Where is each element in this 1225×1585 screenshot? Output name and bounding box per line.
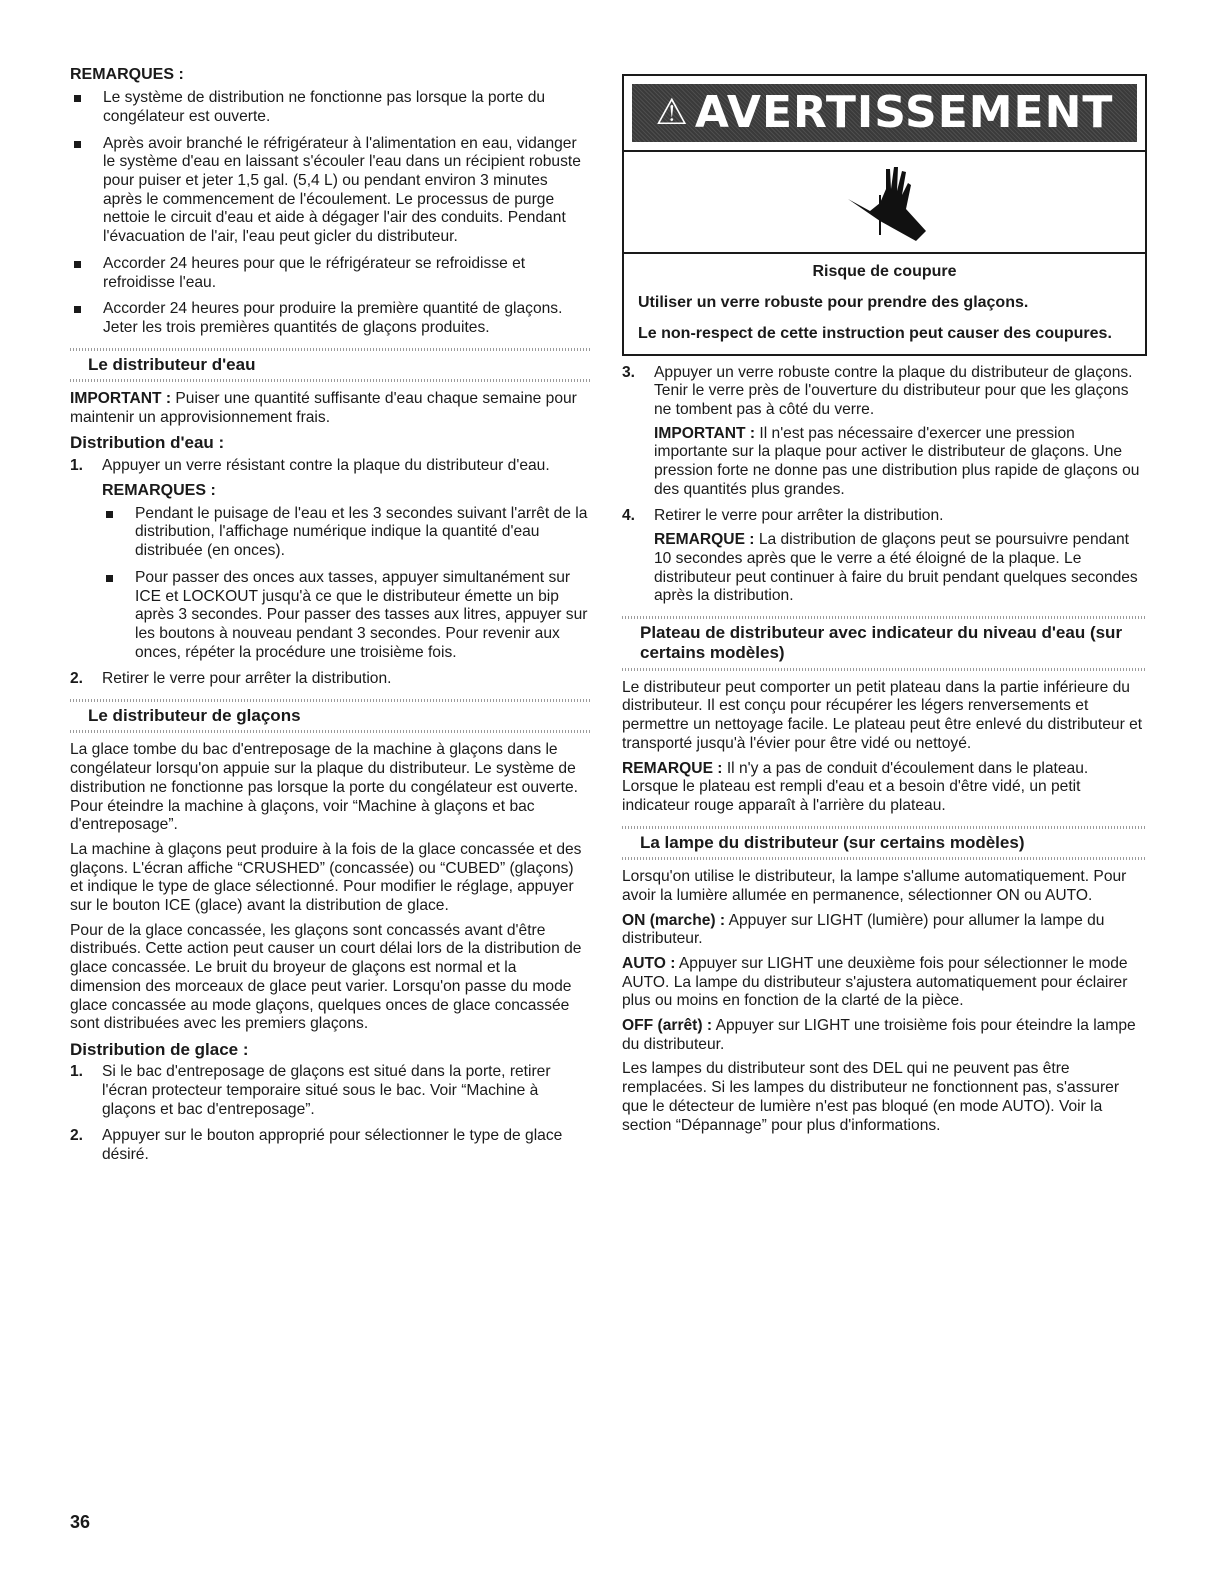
- ice-step-2: [70, 1127, 590, 1164]
- warning-triangle-icon: ⚠: [655, 92, 689, 134]
- ice-paragraph: La glace tombe du bac d'entreposage de la machine à glaçons dans le congélateur lorsqu'on appuie sur la plaque du distributeur. Le système de distribution ne fonctionne pas lorsque la porte du congélateur est ouverte. Pour éteindre la machine à glaçons, voir “Machine à glaçons et bac d'entreposage”.: [70, 741, 578, 834]
- note-item: Après avoir branché le réfrigérateur à l'alimentation en eau, vidanger le système d'eau en laissant s'écouler l'eau dans un récipient robuste pour puiser et jeter 1,5 gal. (5,4 L) ou pendant environ 3 minutes après le commencement de l'écoulement. Le processus de purge nettoie le circuit d'eau et aide à dégager l'air des conduits. Pendant l'évacuation de l'air, l'eau peut gicler du distributeur.: [70, 135, 590, 247]
- auto-label: AUTO :: [622, 954, 676, 972]
- note-label: REMARQUE :: [622, 759, 723, 777]
- notes-list: [70, 89, 590, 337]
- important-text: Il n'est pas nécessaire d'exercer une pression importante sur la plaque pour activer le distributeur de glaçons. Une pression forte ne donne pas une distribution plus rapide de glaçons ou des quantités plus grandes.: [654, 424, 1140, 498]
- off-label: OFF (arrêt) :: [622, 1017, 713, 1035]
- left-column: [70, 65, 590, 1173]
- tray-paragraph: Le distributeur peut comporter un petit plateau dans la partie inférieure du distributeur. Il est conçu pour récupérer les légers renversements et permettre un nettoyage facile. Le plateau peut être enlevé du distributeur et transporté jusqu'à l'évier pour être vidé ou nettoyé.: [622, 678, 1143, 752]
- step-text: Appuyer un verre résistant contre la plaque du distributeur d'eau.: [102, 456, 550, 474]
- off-text: Appuyer sur LIGHT une troisième fois pour éteindre la lampe du distributeur.: [622, 1017, 1136, 1053]
- water-dispensing-heading: Distribution d'eau :: [70, 433, 225, 453]
- tray-heading: Plateau de distributeur avec indicateur du niveau d'eau (sur certains modèles): [622, 616, 1147, 671]
- step4-note: [654, 531, 1147, 606]
- ice-step-3: [622, 364, 1147, 500]
- warning-box: [622, 74, 1147, 356]
- step-notes-heading: REMARQUES :: [102, 481, 216, 499]
- warning-line: Le non-respect de cette instruction peut causer des coupures.: [638, 325, 1112, 343]
- warning-text: [624, 254, 1145, 354]
- lamp-closing: Les lampes du distributeur sont des DEL qui ne peuvent pas être remplacées. Si les lampes du distributeur ne fonctionnent pas, s'assurer que le détecteur de lumière n'est pas bloqué (en mode AUTO). Voir la section “Dépannage” pour plus d'informations.: [622, 1060, 1120, 1134]
- tray-note: [622, 760, 1147, 816]
- step-text: Appuyer un verre robuste contre la plaque du distributeur de glaçons. Tenir le verre près de l'ouverture du distributeur pour que les glaçons ne tombent pas à côté du verre.: [654, 363, 1133, 418]
- auto-text: Appuyer sur LIGHT une deuxième fois pour sélectionner le mode AUTO. La lampe du distributeur s'ajustera automatiquement pour éclairer plus ou moins en fonction de la clarté de la pièce.: [622, 954, 1128, 1010]
- step-text: Retirer le verre pour arrêter la distribution.: [654, 507, 944, 525]
- water-step-2: [70, 670, 590, 689]
- lamp-auto: [622, 955, 1147, 1011]
- ice-steps: [70, 1063, 590, 1165]
- step-note-item: Pendant le puisage de l'eau et les 3 secondes suivant l'arrêt de la distribution, l'affichage numérique indique la quantité d'eau distribuée (en onces).: [102, 505, 590, 561]
- step-note-item: Pour passer des onces aux tasses, appuyer simultanément sur ICE et LOCKOUT jusqu'à ce que le distributeur émette un bip après 3 secondes. Pour passer des tasses aux litres, appuyer sur les boutons à nouveau pendant 3 secondes. Pour revenir aux onces, répéter la procédure une troisième fois.: [102, 569, 590, 663]
- step-text: Si le bac d'entreposage de glaçons est situé dans la porte, retirer l'écran protecteur temporaire situé sous le bac. Voir “Machine à glaçons et bac d'entreposage”.: [102, 1063, 551, 1118]
- lamp-heading: La lampe du distributeur (sur certains modèles): [622, 826, 1147, 860]
- right-column: [622, 74, 1147, 1141]
- warning-risk-title: Risque de coupure: [812, 263, 957, 280]
- ice-paragraph: La machine à glaçons peut produire à la fois de la glace concassée et des glaçons. L'écran affiche “CRUSHED” (concassée) ou “CUBED” (glaçons) et indique le type de glace sélectionné. Pour modifier le réglage, appuyer sur le bouton ICE (glace) avant la distribution de glace.: [70, 840, 582, 915]
- ice-dispenser-heading: Le distributeur de glaçons: [70, 699, 590, 733]
- page-number: 36: [70, 1512, 91, 1532]
- water-dispenser-heading: Le distributeur d'eau: [70, 348, 590, 382]
- ice-step-4: [622, 507, 1147, 606]
- water-step-1: [70, 457, 590, 663]
- note-text: La distribution de glaçons peut se poursuivre pendant 10 secondes après que le verre a été éloigné de la plaque. Le distributeur peut continuer à faire du bruit pendant quelques secondes après la distribution.: [654, 531, 1138, 605]
- step-number: 2.: [70, 670, 84, 688]
- step3-important: [654, 425, 1147, 500]
- step-number: 1.: [70, 456, 84, 474]
- step-notes-list: [102, 505, 590, 663]
- notes-heading: REMARQUES :: [70, 66, 184, 83]
- step-text: Appuyer sur le bouton approprié pour sélectionner le type de glace désiré.: [102, 1127, 563, 1164]
- step-number: 1.: [70, 1063, 84, 1081]
- ice-step-1: [70, 1063, 590, 1119]
- step-number: 4.: [622, 507, 636, 525]
- warning-line: Utiliser un verre robuste pour prendre des glaçons.: [638, 294, 1029, 312]
- ice-dispensing-heading: Distribution de glace :: [70, 1039, 249, 1059]
- hand-cut-hazard-icon: [840, 159, 930, 245]
- water-important-paragraph: [70, 390, 590, 427]
- note-text: Il n'y a pas de conduit d'écoulement dans le plateau. Lorsque le plateau est rempli d'eau et a besoin d'être vidé, un petit indicateur rouge apparaît à l'arrière du plateau.: [622, 759, 1089, 814]
- ice-steps-continued: [622, 364, 1147, 606]
- water-step-notes: [102, 481, 590, 663]
- important-label: IMPORTANT :: [70, 390, 172, 408]
- on-text: Appuyer sur LIGHT (lumière) pour allumer la lampe du distributeur.: [622, 911, 1105, 948]
- ice-paragraph: Pour de la glace concassée, les glaçons sont concassés avant d'être distribués. Cette action peut causer un court délai lors de la distribution de glace concassée. Le bruit du broyeur de glaçons est normal et la dimension des morceaux de glace peut varier. Lorsqu'on passe du mode glace concassée au mode glaçons, quelques onces de glace concassée sont distribuées avec les premiers glaçons.: [70, 921, 582, 1033]
- warning-banner: [632, 84, 1137, 142]
- lamp-intro: Lorsqu'on utilise le distributeur, la lampe s'allume automatiquement. Pour avoir la lumière allumée en permanence, sélectionner ON ou AUTO.: [622, 868, 1127, 904]
- lamp-on: [622, 912, 1147, 949]
- hazard-icon-area: [624, 150, 1145, 254]
- important-label: IMPORTANT :: [654, 424, 756, 442]
- note-item: Le système de distribution ne fonctionne pas lorsque la porte du congélateur est ouverte.: [70, 89, 590, 126]
- note-label: REMARQUE :: [654, 531, 755, 549]
- note-item: Accorder 24 heures pour produire la première quantité de glaçons. Jeter les trois premières quantités de glaçons produites.: [70, 300, 590, 337]
- lamp-off: [622, 1017, 1147, 1054]
- step-text: Retirer le verre pour arrêter la distribution.: [102, 670, 392, 688]
- important-text: Puiser une quantité suffisante d'eau chaque semaine pour maintenir un approvisionnement frais.: [70, 390, 577, 426]
- step-number: 2.: [70, 1127, 84, 1145]
- note-item: Accorder 24 heures pour que le réfrigérateur se refroidisse et refroidisse l'eau.: [70, 255, 590, 292]
- water-steps: [70, 457, 590, 689]
- on-label: ON (marche) :: [622, 911, 726, 929]
- step-number: 3.: [622, 363, 636, 381]
- warning-title: AVERTISSEMENT: [694, 86, 1114, 138]
